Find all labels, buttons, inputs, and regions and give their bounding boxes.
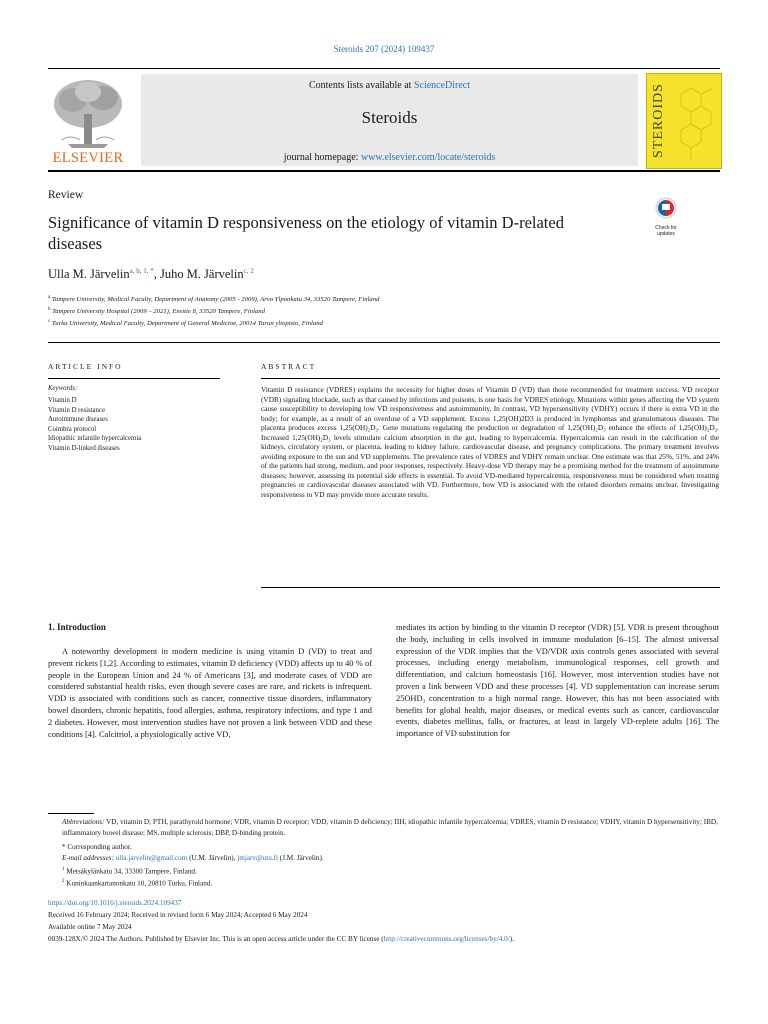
article-info-heading: ARTICLE INFO: [48, 362, 123, 371]
email-owner: (U.M. Järvelin),: [187, 854, 238, 862]
abstract-text: Vitamin D resistance (VDRES) explains the necessity for higher doses of Vitamin D (VD) than those recommended for treatment success. VD receptor (VDR) signaling blockade, such as that caused by infections and poisons, is one basis for VDRES etiology. Mutations within genes affecting the VD system cause susceptibility to developing low VD responsiveness and autoimmunity. In contrast, VD hypersensitivity (VDHY) occurs if there is extra VD in the body; for example, as a result of an overdose of a VD supplement. Excess 1,25(OH)2D3 is produced in lymphomas and granulomatous diseases. The placenta produces excess 1,25(OH)₂D₃. Gene mutations regulating the production or degradation of 1,25(OH)₂D₃ enhance the effects of 1,25(OH)₂D₃. Increased 1,25(OH)₂D₃ levels stimulate calcium absorption in the gut, leading to hypercalcemia. Hypercalcemia can result in the calcification of the kidneys, circulatory system, or placenta, leading to kidney failure, cardiovascular disease, and pregnancy complications. The primary treatment involves avoiding exposure to the sun and VD supplements. The prevalence rates of VDRES and VDHY remain unclear. One estimate was that 25%, 51%, and 24% of the patients had strong, medium, and poor responses, respectively. Heavy-dose VD therapy may be a promising method for the treatment of autoimmune diseases; however, assessing its potential side effects is essential. To avoid VD-mediated hypercalcemia, responsiveness must be considered when treating pregnancies or cardiovascular diseases associated with VD. Furthermore, how VD is associated with the related disorders remains unclear. Investigating responsiveness to VD may provide more accurate results.: [261, 385, 719, 500]
affiliation: [48, 307, 265, 315]
journal-cover-thumbnail[interactable]: [646, 73, 722, 169]
homepage-prefix: journal homepage:: [283, 152, 361, 163]
journal-name: Steroids: [361, 108, 418, 127]
article-type: Review: [48, 189, 84, 201]
doi-text[interactable]: https://doi.org/10.1016/j.steroids.2024.109437: [48, 899, 182, 907]
email-link[interactable]: jmjarv@utu.fi: [237, 854, 278, 862]
running-header[interactable]: Steroids 207 (2024) 109437: [333, 44, 435, 54]
author-affil-marks[interactable]: c, 2: [243, 267, 254, 275]
abstract-bottom-rule: [261, 587, 720, 588]
email-owner: (J.M. Järvelin).: [278, 854, 324, 862]
section-heading-introduction: 1. Introduction: [48, 622, 106, 632]
contents-prefix: Contents lists available at: [308, 80, 414, 91]
abstract-heading: ABSTRACT: [261, 362, 317, 371]
affiliation-text: Turku University, Medical Faculty, Department of General Medicine, 20014 Turun yliopisto, Finland: [51, 320, 323, 328]
email-footnote: [48, 853, 720, 864]
affiliation: [48, 295, 379, 303]
elsevier-wordmark: ELSEVIER: [52, 150, 124, 166]
copyright-text: 0039-128X/© 2024 The Authors. Published by Elsevier Inc. This is an open access article under the CC BY license (: [48, 935, 384, 943]
check-updates-icon: [648, 196, 684, 220]
affiliation-text: Tampere University, Medical Faculty, Department of Anatomy (2005 - 2009), Arvo Ylponkatu 34, 33520 Tampere, Finland: [51, 296, 380, 304]
author-list: [48, 267, 254, 282]
author-name[interactable]: Juho M. Järvelin: [159, 267, 244, 282]
affiliation-mark: a: [48, 295, 51, 300]
affiliation-text: Tampere University Hospital (2009 – 2021), Ensitie 8, 33520 Tampere, Finland: [52, 308, 265, 316]
author-name[interactable]: Ulla M. Järvelin: [48, 267, 130, 282]
email-label: E-mail addresses:: [62, 854, 114, 862]
body-column-right: mediates its action by binding to the vitamin D receptor (VDR) [5]. VDR is present throughout the body, including in cells involved in immune modulation [6–15]. The almost universal expression of the VDR implies that the VD/VDR axis controls genes associated with several processes, including energy metabolism, immunological responses, cell growth and differentiation, and calcium homeostasis [16]. However, most intervention studies have not proven a link between VDD and these processes [4]. VD supplementation can increase serum 25OHD₃ concentration to a high normal range. However, this has not been associated with benefits for global health, major diseases, or medical events such as cancer, cardiovascular events, diabetes mellitus, falls, or fractures, at least in largely VD-replete adults [16]. The importance of VD substitution for: [396, 623, 719, 739]
body-column-left: A noteworthy development in modern medicine is using vitamin D (VD) to treat and prevent rickets [1,2]. According to estimates, vitamin D deficiency (VDD) affects up to 40 % of people in the European Union and 24 % of Americans [3], and moderate cases of VDD are considered substantial health risks, even though severe cases are rare, and rickets is infrequent. VDD is associated with conditions such as cancer, connective tissue disorders, inflammatory bowel disorders, chronic hepatitis, food allergies, asthma, respiratory infections, and type 1 and 2 diabetes. However, most intervention studies have not proven a link between VDD and these conditions [4]. Calcitriol, a physiologically active VD,: [48, 647, 372, 739]
keyword[interactable]: Vitamin D resistance: [48, 406, 105, 414]
cover-molecule-icon: [647, 74, 721, 168]
keyword[interactable]: Autoimmune diseases: [48, 416, 108, 423]
homepage-line: [141, 152, 638, 163]
doi-link[interactable]: [48, 898, 728, 909]
homepage-link[interactable]: www.elsevier.com/locate/steroids: [360, 152, 496, 163]
keyword[interactable]: Vitamin D: [48, 397, 77, 404]
header-bottom-rule: [48, 170, 720, 172]
article-info-rule: [48, 378, 220, 379]
contents-line: [141, 80, 638, 91]
affiliation-mark: c: [48, 319, 51, 324]
corresponding-text: Corresponding author.: [67, 843, 132, 851]
keywords-list: [48, 396, 141, 453]
received-dates: Received 16 February 2024; Received in revised form 6 May 2024; Accepted 6 May 2024: [48, 911, 308, 919]
cover-title: STEROIDS: [651, 83, 666, 159]
author-affil-marks[interactable]: a, b, 1, *: [129, 267, 154, 275]
section-top-rule: [48, 342, 720, 343]
footnote-2-text: Kuninkaankartanonkatu 10, 20810 Turku, Finland.: [66, 879, 213, 888]
keyword[interactable]: Coimbra protocol: [48, 425, 97, 433]
header-top-rule: [48, 68, 720, 69]
affiliation-mark: b: [48, 307, 51, 312]
abbreviations-footnote: [48, 817, 720, 838]
article-title: Significance of vitamin D responsiveness on the etiology of vitamin D-related diseases: [48, 213, 564, 253]
abstract-rule: [261, 378, 720, 379]
abbreviations-text: VD, vitamin D; PTH, parathyroid hormone; VDR, vitamin D receptor; VDD, vitamin D deficiency; IIH, idiopathic infantile hypercalcemia; VDRES, vitamin D resistance; VDHY, vitamin D hypersensitivity; IBD, inflammatory bowel disease; MS, multiple sclerosis; DBP, D-binding protein.: [62, 818, 718, 837]
journal-header-box: [141, 74, 638, 166]
abbreviations-label: Abbreviations:: [62, 818, 105, 826]
footnote-1: $^1$ Metsäkylänkatu 34, 33300 Tampere, Finland.: [62, 867, 197, 876]
keyword[interactable]: Vitamin D-linked diseases: [48, 444, 120, 452]
check-updates-label: Check for updates: [655, 225, 677, 237]
copyright-suffix: ).: [509, 935, 514, 943]
author-separator: ,: [153, 267, 160, 282]
corresponding-footnote: * Corresponding author.: [62, 843, 132, 851]
license-link[interactable]: http://creativecommons.org/licenses/by/4.0/: [383, 935, 510, 943]
check-for-updates-button[interactable]: [648, 196, 684, 237]
available-online: Available online 7 May 2024: [48, 923, 132, 931]
footnote-1-text: Metsäkylänkatu 34, 33300 Tampere, Finland.: [66, 867, 197, 876]
keyword[interactable]: Idiopathic infantile hypercalcemia: [48, 435, 142, 442]
keywords-label: Keywords:: [48, 385, 78, 392]
affiliation: [48, 319, 323, 327]
sciencedirect-link[interactable]: ScienceDirect: [413, 80, 471, 91]
copyright-line: [48, 934, 728, 945]
email-link[interactable]: ulla.jarvelin@gmail.com: [115, 854, 188, 862]
footnote-rule: [48, 813, 94, 814]
elsevier-logo[interactable]: [48, 74, 128, 166]
footnote-2: $^2$ Kuninkaankartanonkatu 10, 20810 Turku, Finland.: [62, 879, 213, 888]
